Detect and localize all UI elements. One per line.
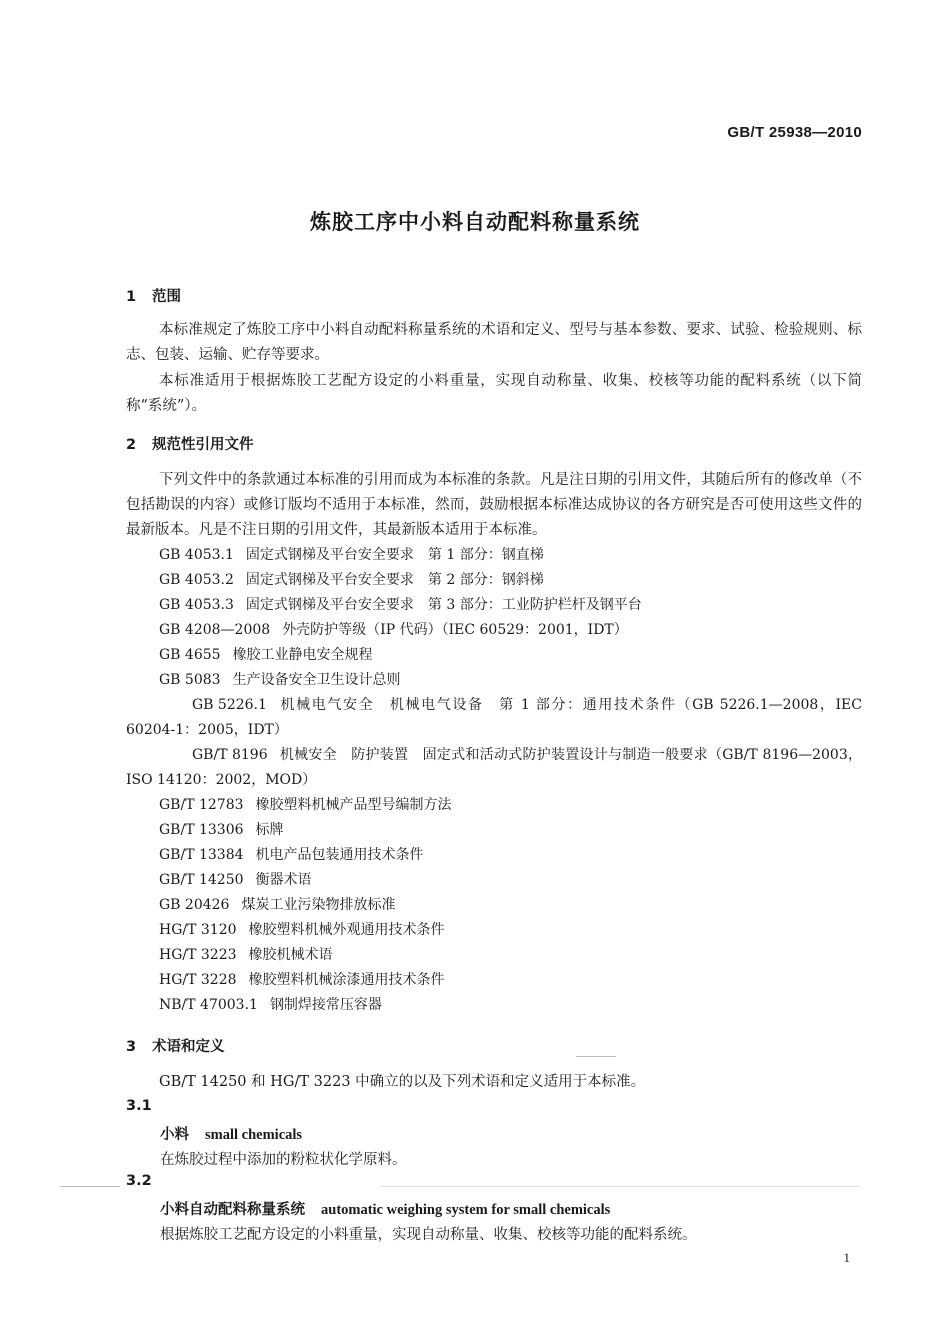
reference-item	[126, 993, 862, 1018]
reference-title: 生产设备安全卫生设计总则	[232, 672, 401, 688]
reference-code: GB/T 13384	[159, 847, 244, 863]
reference-code: GB/T 14250	[159, 872, 244, 888]
reference-title: 外壳防护等级（IP 代码）（IEC 60529：2001，IDT）	[282, 622, 628, 638]
term-number: 3.2	[126, 1173, 152, 1189]
page-number: 1	[843, 1250, 850, 1265]
reference-item	[126, 543, 862, 568]
reference-title: 橡胶工业静电安全规程	[232, 647, 373, 663]
section-number: 3	[126, 1039, 137, 1055]
section-title: 规范性引用文件	[152, 437, 254, 453]
normative-references-list	[126, 543, 862, 1018]
reference-code: GB 5083	[159, 672, 221, 688]
reference-item	[126, 968, 862, 993]
term-english: small chemicals	[205, 1127, 303, 1143]
reference-title: 橡胶机械术语	[248, 947, 333, 963]
section-title: 术语和定义	[152, 1039, 225, 1055]
document-title: 炼胶工序中小料自动配料称量系统	[310, 210, 640, 234]
reference-code: HG/T 3228	[159, 972, 237, 988]
reference-item	[126, 743, 862, 793]
term-chinese: 小料	[160, 1127, 189, 1143]
standard-number: GB/T 25938—2010	[727, 124, 862, 141]
reference-title: 煤炭工业污染物排放标准	[241, 897, 396, 913]
reference-item	[126, 568, 862, 593]
reference-item	[126, 593, 862, 618]
section-3-heading	[126, 1035, 225, 1056]
scan-artifact	[60, 1186, 120, 1187]
section-1-paragraph-1: 本标准规定了炼胶工序中小料自动配料称量系统的术语和定义、型号与基本参数、要求、试验、检验规则、标志、包装、运输、贮存等要求。	[126, 322, 862, 363]
reference-code: GB 5226.1	[192, 697, 267, 713]
reference-item	[126, 618, 862, 643]
term-entry	[160, 1198, 610, 1219]
section-title: 范围	[152, 289, 181, 305]
section-3-intro: GB/T 14250 和 HG/T 3223 中确立的以及下列术语和定义适用于本标准。	[159, 1074, 646, 1090]
term-number: 3.1	[126, 1098, 152, 1114]
reference-title: 固定式钢梯及平台安全要求 第 2 部分：钢斜梯	[245, 572, 544, 588]
section-2-paragraph-1: 下列文件中的条款通过本标准的引用而成为本标准的条款。凡是注日期的引用文件，其随后所有的修改单（不包括勘误的内容）或修订版均不适用于本标准，然而，鼓励根据本标准达成协议的各方研究是否可使用这些文件的最新版本。凡是不注日期的引用文件，其最新版本适用于本标准。	[126, 472, 862, 538]
reference-code: HG/T 3120	[159, 922, 237, 938]
reference-title: 钢制焊接常压容器	[269, 997, 382, 1013]
reference-code: GB 4208—2008	[159, 622, 271, 638]
reference-item	[126, 943, 862, 968]
reference-code: GB 4053.3	[159, 597, 234, 613]
reference-code: GB/T 12783	[159, 797, 244, 813]
reference-code: HG/T 3223	[159, 947, 237, 963]
term-entry	[160, 1123, 302, 1144]
reference-item	[126, 843, 862, 868]
scan-artifact	[380, 1186, 860, 1187]
section-number: 1	[126, 289, 137, 305]
reference-item	[126, 668, 862, 693]
reference-code: GB 20426	[159, 897, 230, 913]
reference-code: GB/T 13306	[159, 822, 244, 838]
reference-item	[126, 918, 862, 943]
reference-title: 橡胶塑料机械外观通用技术条件	[248, 922, 445, 938]
reference-title: 机电产品包装通用技术条件	[255, 847, 424, 863]
reference-title: 橡胶塑料机械产品型号编制方法	[255, 797, 452, 813]
reference-title: 机械电气安全 机械电气设备 第 1 部分：通用技术条件（GB 5226.1—2008，IEC 60204-1：2005，IDT）	[126, 697, 862, 738]
reference-title: 机械安全 防护装置 固定式和活动式防护装置设计与制造一般要求（GB/T 8196—2003，ISO 14120：2002，MOD）	[126, 747, 862, 788]
reference-code: GB 4053.2	[159, 572, 234, 588]
reference-title: 标牌	[255, 822, 284, 838]
term-chinese: 小料自动配料称量系统	[160, 1202, 305, 1218]
reference-code: GB/T 8196	[192, 747, 268, 763]
reference-item	[126, 693, 862, 743]
section-1-paragraph-2: 本标准适用于根据炼胶工艺配方设定的小料重量，实现自动称量、收集、校核等功能的配料系统（以下简称“系统”）。	[126, 373, 862, 414]
reference-item	[126, 818, 862, 843]
reference-item	[126, 643, 862, 668]
reference-item	[126, 893, 862, 918]
reference-item	[126, 793, 862, 818]
section-1-heading	[126, 285, 181, 306]
reference-code: NB/T 47003.1	[159, 997, 258, 1013]
section-number: 2	[126, 437, 137, 453]
reference-title: 固定式钢梯及平台安全要求 第 3 部分：工业防护栏杆及钢平台	[245, 597, 642, 613]
reference-title: 衡器术语	[255, 872, 312, 888]
reference-code: GB 4053.1	[159, 547, 234, 563]
term-definition: 根据炼胶工艺配方设定的小料重量，实现自动称量、收集、校核等功能的配料系统。	[160, 1227, 697, 1243]
reference-title: 橡胶塑料机械涂漆通用技术条件	[248, 972, 445, 988]
scan-artifact	[576, 1056, 616, 1057]
section-2-heading	[126, 433, 254, 454]
term-definition: 在炼胶过程中添加的粉粒状化学原料。	[160, 1152, 407, 1168]
reference-title: 固定式钢梯及平台安全要求 第 1 部分：钢直梯	[245, 547, 544, 563]
reference-item	[126, 868, 862, 893]
term-english: automatic weighing system for small chemicals	[321, 1202, 611, 1218]
reference-code: GB 4655	[159, 647, 221, 663]
